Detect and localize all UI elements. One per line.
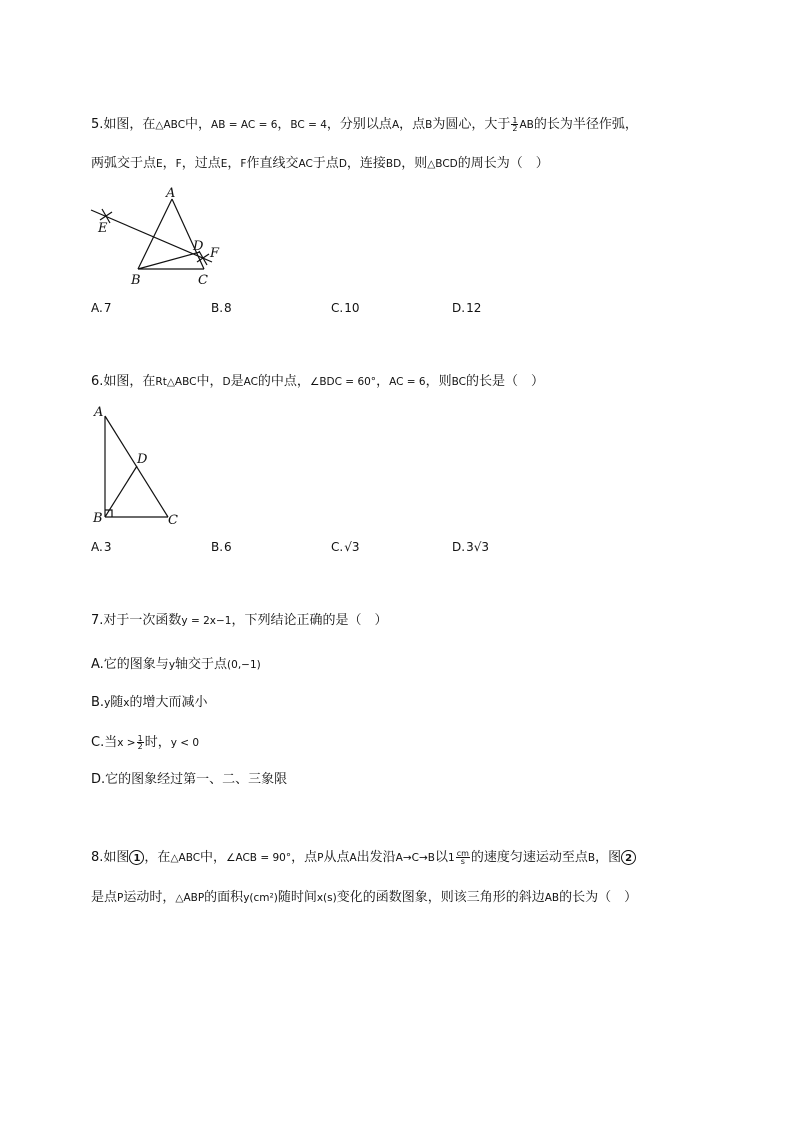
figure-2-marker: 2 — [621, 850, 636, 865]
q6-label-C: C — [168, 513, 178, 528]
q5-option-b[interactable]: B.8 — [211, 301, 232, 315]
q6-label-B: B — [93, 511, 103, 526]
q6-number: 6. — [91, 374, 104, 389]
q6-option-d[interactable]: D.3√3 — [452, 540, 489, 554]
q6-figure — [88, 400, 188, 530]
q7-option-c[interactable]: C.当x > $\frac{1}{2}$ 时，y < 0 — [91, 734, 200, 751]
q5-number: 5. — [91, 117, 104, 132]
q5-option-a[interactable]: A.7 — [91, 301, 112, 315]
q5-label-D: D — [193, 239, 204, 254]
q7-option-b[interactable]: B.y随x的增大而减小 — [91, 695, 208, 710]
q5-line1: 5.如图，在△ABC中，AB = AC = 6，BC = 4，分别以点A，点B为圆心，大于 $\frac{1}{2}$ AB的长为半径作弧， — [91, 116, 638, 133]
q7-number: 7. — [91, 613, 104, 628]
q6-option-a[interactable]: A.3 — [91, 540, 112, 554]
q5-line2: 两弧交于点E，F，过点E，F作直线交AC于点D，连接BD，则△BCD的周长为（ ） — [91, 156, 549, 171]
q8-line1: 8.如图 1 ，在△ABC中，∠ACB = 90°，点P从点A出发沿A→C→B以1 $\frac{cm}{s}$ 的速度匀速运动至点B，图 2 — [91, 849, 636, 867]
q7-line1: 7.对于一次函数y = 2x−1，下列结论正确的是（ ） — [91, 613, 388, 628]
q8-line2: 是点P运动时，△ABP的面积y(cm²)随时间x(s)变化的函数图象，则该三角形的斜边AB的长为（ ） — [91, 890, 638, 905]
q5-figure — [88, 183, 238, 291]
q5-option-c[interactable]: C.10 — [331, 301, 360, 315]
q5-segment-BD — [138, 252, 200, 269]
figure-1-marker: 1 — [129, 850, 144, 865]
q6-label-A: A — [94, 405, 104, 420]
q5-label-C: C — [198, 273, 208, 288]
q5-line-EF — [91, 210, 212, 262]
q6-option-c[interactable]: C.√3 — [331, 540, 360, 554]
q7-fraction: $\frac{1}{2}$ — [137, 734, 143, 751]
q5-fraction: $\frac{1}{2}$ — [512, 116, 518, 133]
q5-label-A: A — [166, 186, 176, 201]
q6-line1: 6.如图，在Rt△ABC中，D是AC的中点，∠BDC = 60°，AC = 6，则BC的长是（ ） — [91, 374, 544, 389]
q6-label-D: D — [137, 452, 148, 467]
q5-option-d[interactable]: D.12 — [452, 301, 482, 315]
q6-segment-BD — [105, 466, 137, 517]
q8-number: 8. — [91, 850, 104, 865]
q6-option-b[interactable]: B.6 — [211, 540, 232, 554]
q5-label-E: E — [98, 221, 108, 236]
q7-option-d[interactable]: D.它的图象经过第一、二、三象限 — [91, 772, 288, 787]
q5-side-AB — [138, 199, 172, 269]
q7-option-a[interactable]: A.它的图象与y轴交于点(0,−1) — [91, 657, 261, 672]
q5-label-B: B — [131, 273, 141, 288]
q8-unit-fraction: $\frac{cm}{s}$ — [456, 849, 469, 866]
q5-label-F: F — [210, 246, 220, 261]
